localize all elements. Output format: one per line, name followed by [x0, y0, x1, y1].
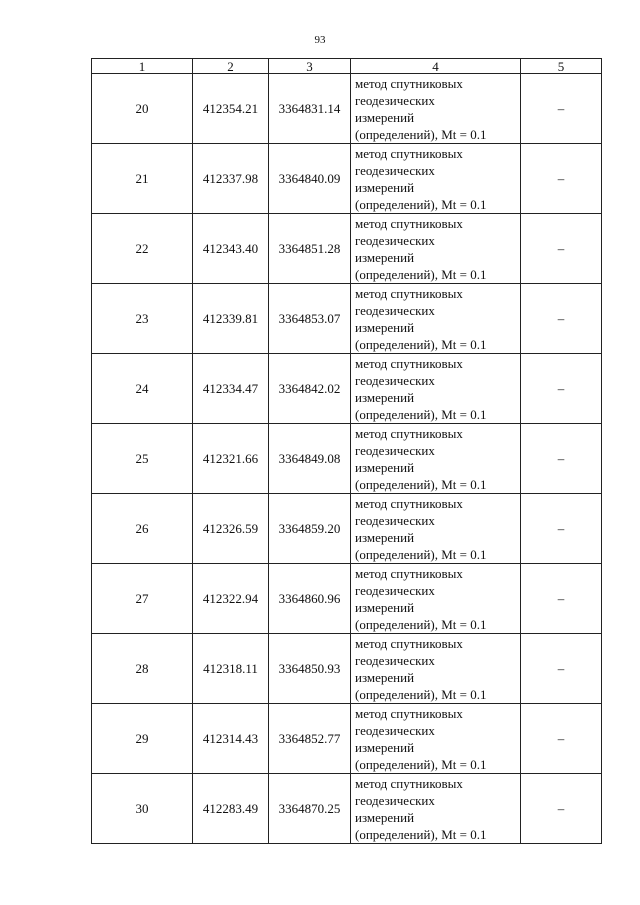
x-coordinate-cell: 412321.66: [193, 424, 269, 494]
point-number-cell: 20: [92, 74, 193, 144]
table-row: [92, 424, 602, 494]
column-header-4: 4: [351, 59, 521, 74]
x-coordinate-cell: 412334.47: [193, 354, 269, 424]
x-coordinate-cell: 412283.49: [193, 774, 269, 844]
note-cell: –: [521, 774, 602, 844]
column-header-1: 1: [92, 59, 193, 74]
table-row: [92, 774, 602, 844]
y-coordinate-cell: 3364870.25: [269, 774, 351, 844]
x-coordinate-cell: 412343.40: [193, 214, 269, 284]
x-coordinate-cell: 412322.94: [193, 564, 269, 634]
point-number-cell: 28: [92, 634, 193, 704]
y-coordinate-cell: 3364849.08: [269, 424, 351, 494]
y-coordinate-cell: 3364853.07: [269, 284, 351, 354]
method-cell: метод спутниковых геодезических измерений (определений), Mt = 0.1: [351, 74, 521, 144]
note-cell: –: [521, 634, 602, 704]
note-cell: –: [521, 284, 602, 354]
method-cell: метод спутниковых геодезических измерений (определений), Mt = 0.1: [351, 634, 521, 704]
column-header-5: 5: [521, 59, 602, 74]
column-header-2: 2: [193, 59, 269, 74]
y-coordinate-cell: 3364859.20: [269, 494, 351, 564]
y-coordinate-cell: 3364851.28: [269, 214, 351, 284]
x-coordinate-cell: 412339.81: [193, 284, 269, 354]
table-row: [92, 564, 602, 634]
note-cell: –: [521, 74, 602, 144]
x-coordinate-cell: 412326.59: [193, 494, 269, 564]
x-coordinate-cell: 412318.11: [193, 634, 269, 704]
point-number-cell: 23: [92, 284, 193, 354]
table-row: [92, 704, 602, 774]
point-number-cell: 22: [92, 214, 193, 284]
y-coordinate-cell: 3364860.96: [269, 564, 351, 634]
note-cell: –: [521, 354, 602, 424]
note-cell: –: [521, 424, 602, 494]
method-cell: метод спутниковых геодезических измерений (определений), Mt = 0.1: [351, 214, 521, 284]
note-cell: –: [521, 494, 602, 564]
note-cell: –: [521, 214, 602, 284]
y-coordinate-cell: 3364842.02: [269, 354, 351, 424]
method-cell: метод спутниковых геодезических измерений (определений), Mt = 0.1: [351, 284, 521, 354]
note-cell: –: [521, 704, 602, 774]
y-coordinate-cell: 3364840.09: [269, 144, 351, 214]
table-body: [92, 74, 602, 844]
method-cell: метод спутниковых геодезических измерений (определений), Mt = 0.1: [351, 564, 521, 634]
x-coordinate-cell: 412314.43: [193, 704, 269, 774]
column-header-3: 3: [269, 59, 351, 74]
method-cell: метод спутниковых геодезических измерений (определений), Mt = 0.1: [351, 494, 521, 564]
table-row: [92, 214, 602, 284]
table-row: [92, 494, 602, 564]
table-row: [92, 284, 602, 354]
method-cell: метод спутниковых геодезических измерений (определений), Mt = 0.1: [351, 774, 521, 844]
x-coordinate-cell: 412337.98: [193, 144, 269, 214]
y-coordinate-cell: 3364831.14: [269, 74, 351, 144]
point-number-cell: 30: [92, 774, 193, 844]
y-coordinate-cell: 3364852.77: [269, 704, 351, 774]
method-cell: метод спутниковых геодезических измерений (определений), Mt = 0.1: [351, 144, 521, 214]
table-row: [92, 74, 602, 144]
coordinates-table: [91, 58, 602, 844]
table-row: [92, 634, 602, 704]
point-number-cell: 27: [92, 564, 193, 634]
y-coordinate-cell: 3364850.93: [269, 634, 351, 704]
point-number-cell: 25: [92, 424, 193, 494]
table-row: [92, 144, 602, 214]
note-cell: –: [521, 144, 602, 214]
method-cell: метод спутниковых геодезических измерений (определений), Mt = 0.1: [351, 424, 521, 494]
x-coordinate-cell: 412354.21: [193, 74, 269, 144]
point-number-cell: 26: [92, 494, 193, 564]
point-number-cell: 21: [92, 144, 193, 214]
method-cell: метод спутниковых геодезических измерений (определений), Mt = 0.1: [351, 704, 521, 774]
table-row: [92, 354, 602, 424]
method-cell: метод спутниковых геодезических измерений (определений), Mt = 0.1: [351, 354, 521, 424]
table-header-row: [92, 59, 602, 74]
page-number: 93: [314, 34, 326, 46]
point-number-cell: 29: [92, 704, 193, 774]
note-cell: –: [521, 564, 602, 634]
point-number-cell: 24: [92, 354, 193, 424]
